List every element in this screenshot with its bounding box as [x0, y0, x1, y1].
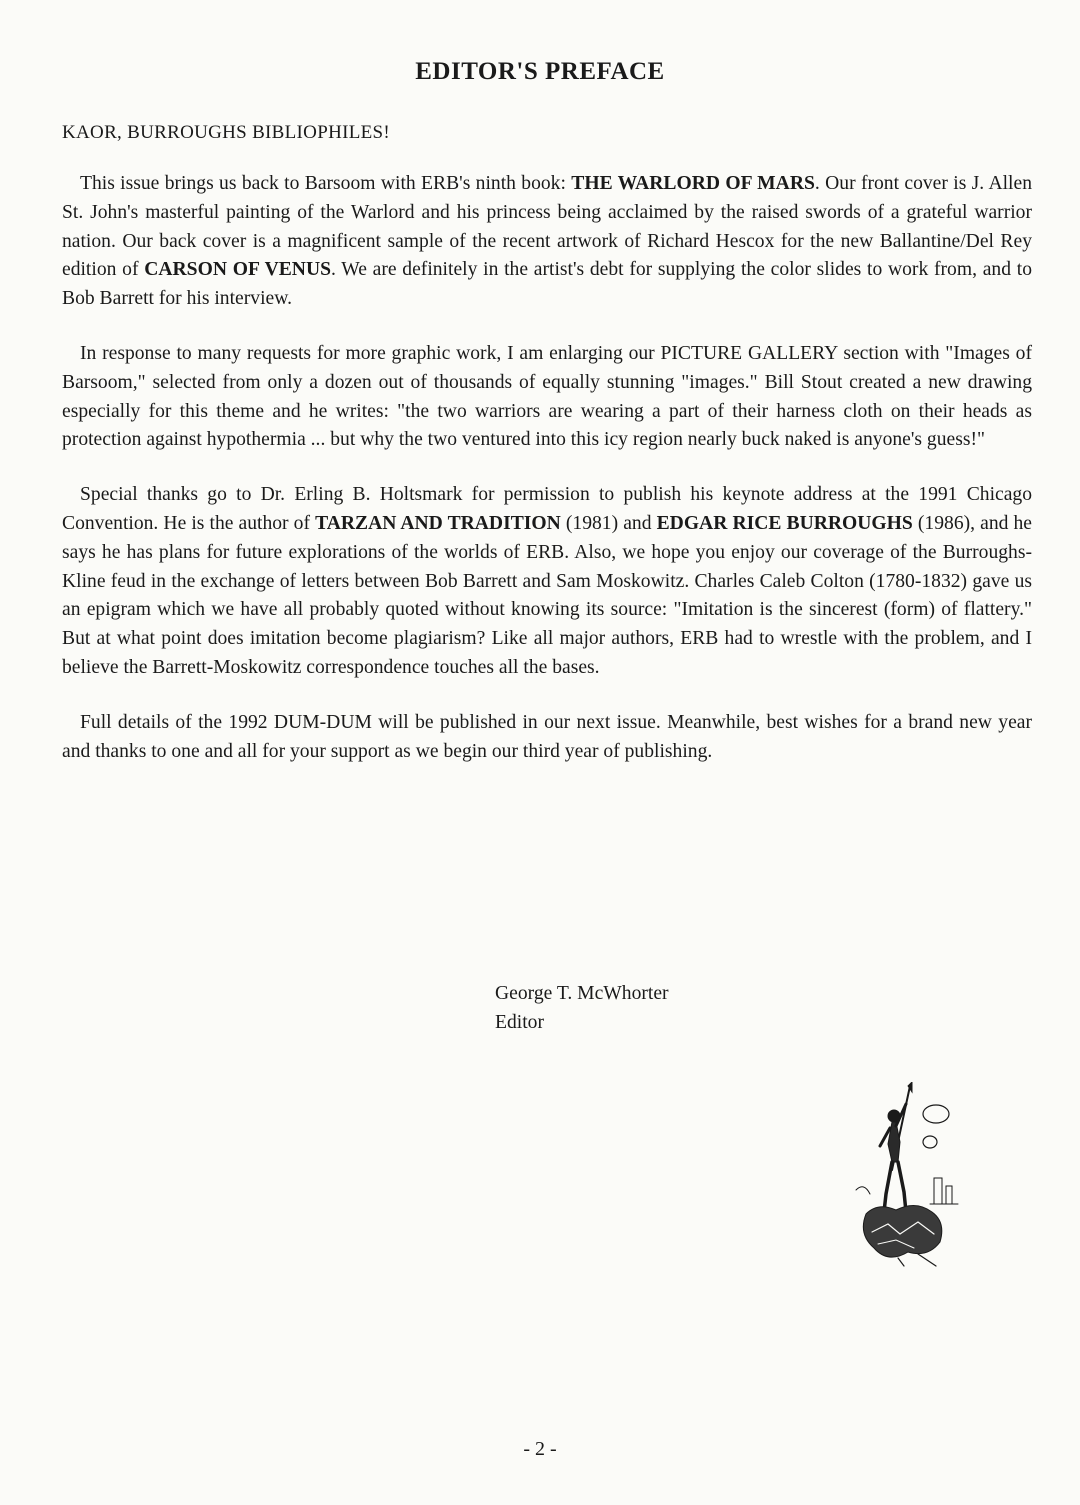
paragraph-1-text-b: . Our front cover is J. Allen St. John's masterful painting of the Warlord and his princess being acclaimed by the raised swords of a grateful warrior nation. Our back cover is a magnificent sample of the recent artwork of Richard Hescox for the new Ballantine/Del Rey edition of — [62, 173, 1032, 281]
signature-name: George T. McWhorter — [495, 983, 669, 1004]
paragraph-1-text-a: This issue brings us back to Barsoom with ERB's ninth book: — [80, 173, 572, 194]
paragraph-3 — [62, 481, 1032, 683]
book-title-carson: CARSON OF VENUS — [144, 259, 331, 281]
paragraph-3-text-c: (1986), and he says he has plans for future explorations of the worlds of ERB. Also, we hope you enjoy our coverage of the Burroughs-Kline feud in the exchange of letters between Bob Barrett and Sam Moskowitz. Charles Caleb Colton (1780-1832) gave us an epigram which we have all probably quoted without knowing its source: "Imitation is the sincerest (form) of flattery." But at what point does imitation become plagiarism? Like all major authors, ERB had to wrestle with the problem, and I believe the Barrett-Moskowitz correspondence touches all the bases. — [62, 512, 1032, 678]
paragraph-2: In response to many requests for more graphic work, I am enlarging our PICTURE GALLERY section with "Images of Barsoom," selected from only a dozen out of thousands of equally stunning "images." Bill Stout created a new drawing especially for this theme and he writes: "the two warriors are wearing a part of their harness cloth on their heads as protection against hypothermia ... but why the two ventured into this icy region nearly buck naked is anyone's guess!" — [62, 342, 1032, 451]
book-title-erb: EDGAR RICE BURROUGHS — [656, 512, 913, 534]
paragraph-3-text-b: (1981) and — [560, 512, 657, 534]
paragraph-3-text-a: Special thanks go to Dr. Erling B. Holtsmark for permission to publish his keynote address at the 1991 Chicago Convention. He is the author of — [62, 484, 1032, 534]
page-title: EDITOR'S PREFACE — [415, 58, 665, 85]
book-title-warlord: THE WARLORD OF MARS — [571, 173, 815, 194]
book-title-tarzan-tradition: TARZAN AND TRADITION — [315, 512, 561, 534]
paragraph-1 — [62, 170, 1032, 314]
signature-block — [495, 980, 669, 1038]
paragraph-4: Full details of the 1992 DUM-DUM will be published in our next issue. Meanwhile, best wishes for a brand new year and thanks to one and all for your support as we begin our third year of publishing. — [62, 711, 1032, 762]
page-number: - 2 - — [523, 1438, 557, 1460]
paragraph-1-text-c: . We are definitely in the artist's debt for supplying the color slides to work from, and to Bob Barrett for his interview. — [62, 259, 1032, 310]
signature-role: Editor — [495, 1011, 544, 1033]
preface-body — [62, 170, 1032, 792]
warrior-illustration — [848, 1082, 973, 1267]
greeting: KAOR, BURROUGHS BIBLIOPHILES! — [62, 122, 391, 143]
